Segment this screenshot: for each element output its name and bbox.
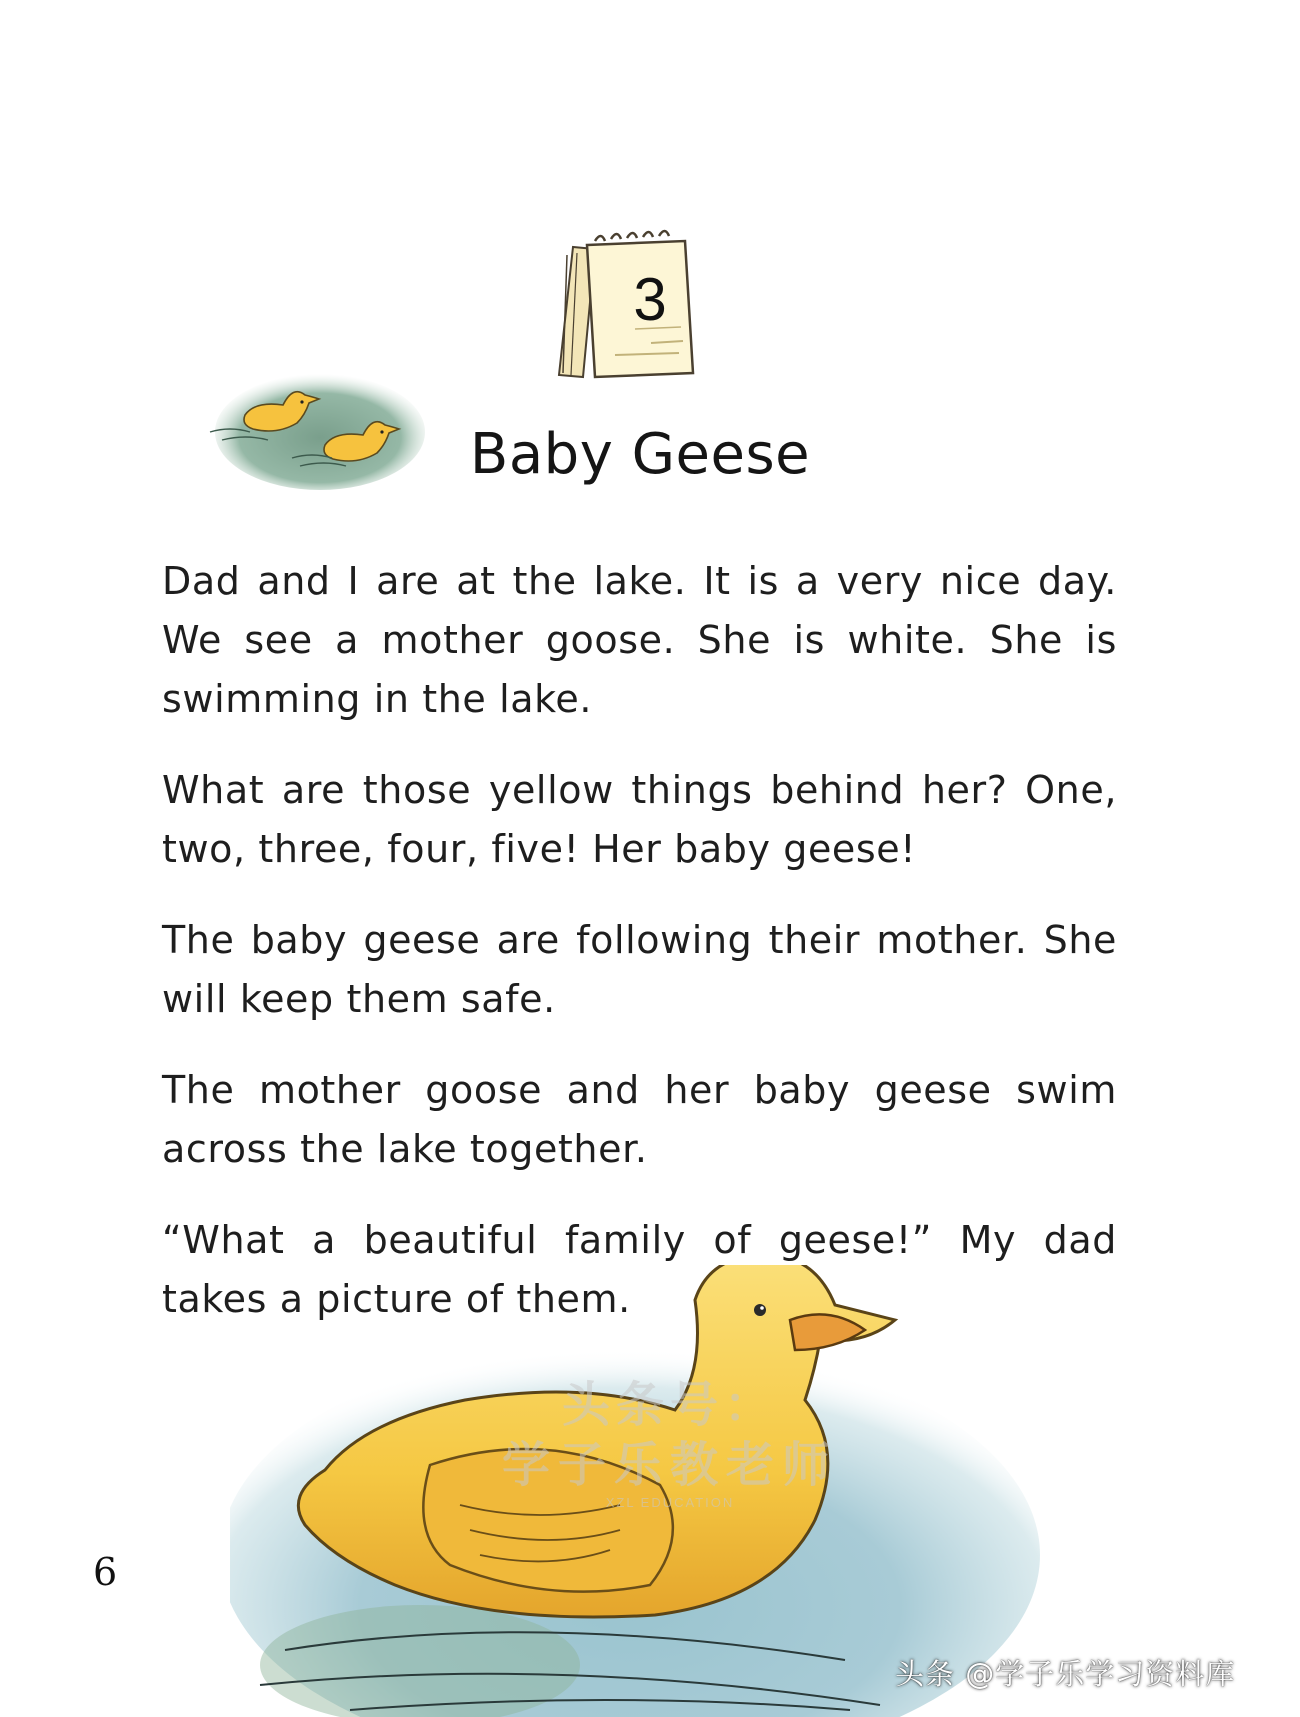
page-number: 6: [93, 1550, 118, 1594]
source-credit: 头条 @学子乐学习资料库: [895, 1657, 1236, 1691]
chapter-number: 3: [633, 266, 667, 333]
watermark-line: 学子乐教老师: [501, 1437, 838, 1493]
story-paragraph: Dad and I are at the lake. It is a very nice day. We see a mother goose. She is white. She is swimming in the lake.: [162, 559, 1117, 721]
watermark-line: XZL EDUCATION: [605, 1495, 735, 1510]
story-paragraph: The mother goose and her baby geese swim across the lake together.: [162, 1068, 1117, 1171]
story-text: [162, 552, 1117, 1361]
calendar-chapter-marker: [555, 225, 710, 390]
watermark-line: 头条号：: [561, 1377, 778, 1433]
baby-goose-illustration: [230, 1265, 1040, 1717]
story-paragraph: The baby geese are following their mother. She will keep them safe.: [162, 918, 1117, 1021]
story-paragraph: “What a beautiful family of geese!” My dad takes a picture of them.: [162, 1218, 1117, 1321]
story-paragraph: What are those yellow things behind her? One, two, three, four, five! Her baby geese!: [162, 768, 1117, 871]
chapter-title: Baby Geese: [469, 422, 811, 487]
